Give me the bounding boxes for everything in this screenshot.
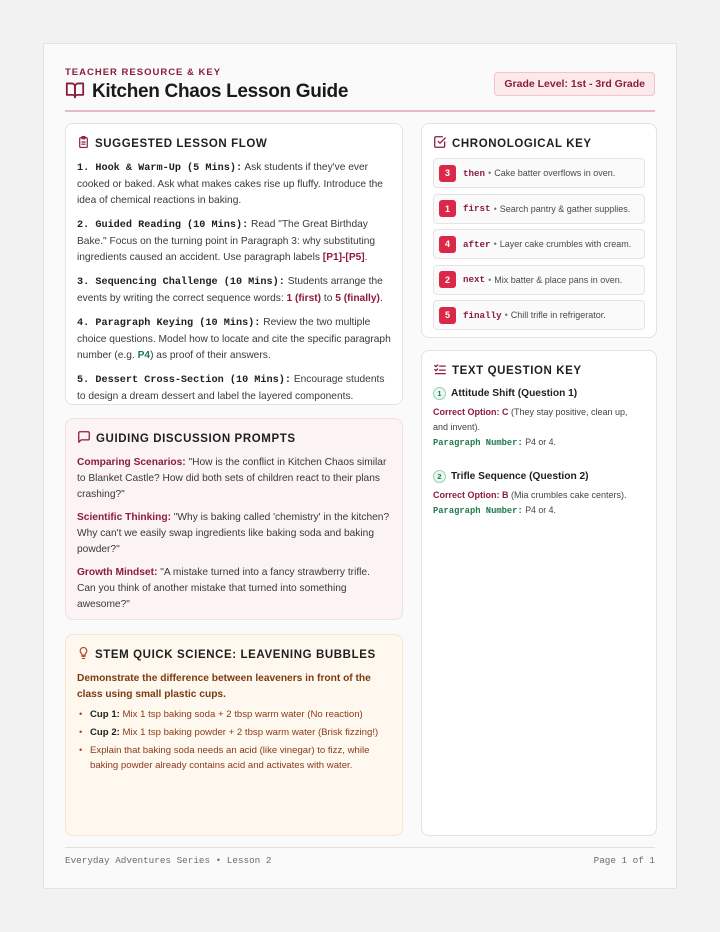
chrono-item: [433, 300, 645, 330]
chrono-event-text: Search pantry & gather supplies.: [499, 203, 631, 214]
chrono-separator: •: [493, 203, 497, 214]
question-answer-block: [433, 387, 645, 448]
lesson-step: [77, 274, 391, 307]
stem-step: [77, 743, 391, 773]
checkbox-icon: [433, 135, 447, 152]
stem-step-label: Cup 1:: [90, 709, 120, 720]
discussion-prompt: [77, 455, 391, 503]
lesson-step: [77, 372, 391, 405]
question-correct-option: [433, 405, 645, 435]
paragraph-number-label: Paragraph Number:: [433, 506, 523, 516]
chrono-event-text: Layer cake crumbles with cream.: [499, 239, 632, 249]
paragraph-example-highlight: P4: [137, 350, 151, 361]
discussion-card: [65, 418, 403, 620]
question-title: Trifle Sequence (Question 2): [451, 471, 589, 482]
stem-card: [65, 634, 403, 836]
lesson-step-text: Review the two multiple choice questions. Model how to locate and cite the specific paragraph number (e.g.: [77, 317, 391, 361]
chrono-list: [433, 158, 645, 330]
discussion-items: [77, 455, 391, 613]
paragraph-number-label: Paragraph Number:: [433, 438, 523, 448]
lightbulb-icon: [77, 646, 90, 663]
footer-page-number: Page 1 of 1: [593, 855, 655, 866]
discussion-prompt-label: Comparing Scenarios:: [77, 457, 186, 468]
stem-step: [77, 707, 391, 722]
lesson-step-text: ) as proof of their answers.: [150, 350, 271, 361]
footer-divider: [65, 847, 655, 848]
stem-step-text: Mix 1 tsp baking powder + 2 tbsp warm water (Brisk fizzing!): [119, 727, 379, 738]
chrono-event-text: Cake batter overflows in oven.: [494, 168, 616, 178]
stem-steps: [77, 707, 391, 773]
text-question-key-card: [421, 350, 657, 836]
chrono-sequence-word: then: [463, 167, 486, 179]
lesson-step-text: Students arrange the events by writing the correct sequence words:: [77, 276, 383, 304]
lesson-step-label: 5. Dessert Cross-Section (10 Mins):: [77, 375, 291, 386]
chronological-key-card: [421, 123, 657, 338]
chrono-title-row: [433, 135, 645, 152]
sequence-end-highlight: 5 (finally): [335, 293, 380, 304]
grade-level-badge: Grade Level: 1st - 3rd Grade: [494, 72, 655, 96]
chrono-sequence-word: next: [463, 274, 486, 285]
question-title: Attitude Shift (Question 1): [451, 388, 578, 399]
lesson-step-text: .: [379, 293, 383, 304]
question-answer-block: [433, 470, 645, 516]
lesson-step-label: 1. Hook & Warm-Up (5 Mins):: [77, 163, 243, 174]
chrono-separator: •: [504, 310, 508, 320]
stem-title-row: [77, 646, 391, 663]
question-number-badge: 2: [433, 470, 446, 483]
sequence-start-highlight: 1 (first): [286, 293, 322, 304]
lesson-flow-steps: [77, 160, 391, 405]
lesson-flow-title-row: [77, 135, 391, 152]
stem-step-text: Mix 1 tsp baking soda + 2 tbsp warm water (No reaction): [119, 709, 363, 720]
discussion-prompt: [77, 510, 391, 558]
discussion-title-row: [77, 430, 391, 447]
lesson-step-text: Read "The Great Birthday Bake." Focus on the turning point in Paragraph 3: why substituting ingredients caused an accident. Use paragraph labels: [77, 219, 376, 263]
lesson-step: [77, 217, 391, 266]
chrono-number-badge: 5: [439, 307, 456, 324]
chrono-title: CHRONOLOGICAL KEY: [452, 137, 592, 150]
header-divider: [65, 110, 655, 112]
lesson-step-text: .: [364, 252, 368, 263]
lesson-step-text: Encourage students to design a dream dessert and label the layered components.: [77, 374, 385, 402]
chrono-item: [433, 229, 645, 259]
chrono-event-text: Mix batter & place pans in oven.: [494, 274, 623, 285]
discussion-prompt-text: "Why is baking called 'chemistry' in the kitchen? Why can't we easily swap ingredients like baking soda and baking powder?": [77, 512, 390, 555]
chrono-separator: •: [488, 168, 492, 178]
question-paragraph-number: [433, 505, 645, 516]
header-title-row: [65, 80, 348, 104]
paragraph-number-text: P4 or 4.: [522, 437, 557, 447]
chrono-number-badge: 4: [439, 236, 456, 253]
chrono-number-badge: 1: [439, 200, 456, 217]
chrono-number-badge: 3: [439, 165, 456, 182]
lesson-step-label: 3. Sequencing Challenge (10 Mins):: [77, 277, 285, 288]
question-correct-option: [433, 488, 645, 503]
lesson-step-text: Ask students if they've ever cooked or baked. Ask what makes cakes rise up fluffy. Introduce the idea of chemical reactions in baking.: [77, 162, 383, 206]
paragraph-labels-highlight: [P1]-[P5]: [322, 252, 365, 263]
lesson-step: [77, 315, 391, 364]
chrono-event-text: Chill trifle in refrigerator.: [510, 310, 606, 320]
clipboard-icon: [77, 135, 90, 152]
question-heading: [433, 470, 645, 483]
lesson-step: [77, 160, 391, 209]
discussion-prompt-label: Scientific Thinking:: [77, 512, 171, 523]
chrono-item: [433, 158, 645, 188]
list-checks-icon: [433, 362, 447, 379]
correct-option-text: (They stay positive, clean up, and invent).: [433, 407, 628, 432]
footer-series: Everyday Adventures Series • Lesson 2: [65, 855, 272, 866]
discussion-prompt-text: "A mistake turned into a fancy strawberry trifle. Can you think of another mistake that turned into something awesome?": [77, 567, 370, 610]
chrono-number-badge: 2: [439, 271, 456, 288]
correct-option-text: (Mia crumbles cake centers).: [508, 490, 627, 500]
stem-title: STEM QUICK SCIENCE: LEAVENING BUBBLES: [95, 648, 376, 661]
discussion-title: GUIDING DISCUSSION PROMPTS: [96, 432, 296, 445]
stem-step-text: Explain that baking soda needs an acid (like vinegar) to fizz, while baking powder already contains acid and activates with water.: [90, 745, 370, 771]
question-heading: [433, 387, 645, 400]
stem-step: [77, 725, 391, 740]
chrono-separator: •: [493, 239, 497, 249]
discussion-prompt-text: "How is the conflict in Kitchen Chaos similar to Blanket Castle? How did both sets of children react to their plans crashing?": [77, 457, 387, 500]
chrono-item: [433, 265, 645, 295]
header-kicker: TEACHER RESOURCE & KEY: [65, 67, 222, 78]
correct-option-label: Correct Option: B: [433, 490, 509, 500]
book-open-icon: [65, 81, 85, 104]
lesson-step-label: 4. Paragraph Keying (10 Mins):: [77, 318, 261, 329]
lesson-flow-card: [65, 123, 403, 405]
text-question-title: TEXT QUESTION KEY: [452, 364, 582, 377]
correct-option-label: Correct Option: C: [433, 407, 509, 417]
paragraph-number-text: P4 or 4.: [522, 505, 557, 515]
chrono-sequence-word: first: [463, 203, 491, 214]
question-spacer: [433, 448, 645, 462]
stem-intro: Demonstrate the difference between leaveners in front of the class using small plastic cups.: [77, 673, 371, 700]
chrono-sequence-word: after: [463, 238, 491, 250]
discussion-prompt: [77, 565, 391, 613]
page-title: Kitchen Chaos Lesson Guide: [92, 81, 349, 102]
discussion-prompt-label: Growth Mindset:: [77, 567, 158, 578]
question-paragraph-number: [433, 437, 645, 448]
chrono-item: [433, 194, 645, 224]
chrono-sequence-word: finally: [463, 309, 502, 321]
chrono-separator: •: [488, 274, 492, 285]
lesson-step-text: to: [321, 293, 336, 304]
lesson-flow-title: SUGGESTED LESSON FLOW: [95, 137, 268, 150]
text-question-title-row: [433, 362, 645, 379]
stem-step-label: Cup 2:: [90, 727, 120, 738]
question-number-badge: 1: [433, 387, 446, 400]
lesson-guide-page: [43, 43, 677, 889]
message-square-icon: [77, 430, 91, 447]
lesson-step-label: 2. Guided Reading (10 Mins):: [77, 220, 249, 231]
